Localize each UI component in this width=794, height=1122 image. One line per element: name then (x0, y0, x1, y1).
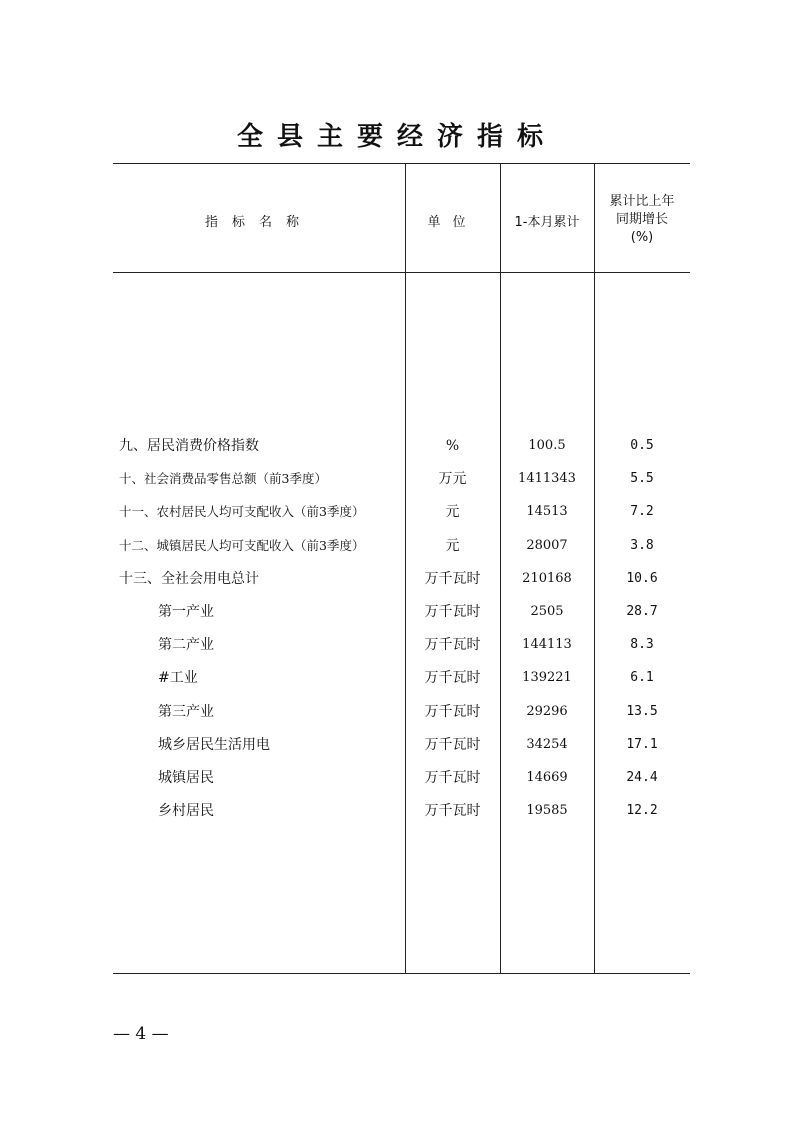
row-cumulative: 2505 (530, 604, 564, 619)
row-name: 九、居民消费价格指数 (119, 438, 259, 454)
table-row (113, 467, 690, 491)
row-name: 第三产业 (158, 704, 214, 720)
row-growth: 7.2 (630, 504, 654, 519)
row-growth: 17.1 (626, 737, 658, 752)
row-growth: 3.8 (630, 538, 654, 553)
row-name: 城乡居民生活用电 (158, 737, 270, 753)
row-unit: 万千瓦时 (424, 670, 481, 686)
header-growth-line-3: (%) (630, 230, 654, 245)
row-cumulative: 1411343 (518, 471, 576, 486)
row-unit: 万元 (438, 471, 467, 487)
row-name: 城镇居民 (158, 770, 214, 786)
row-unit: 万千瓦时 (424, 803, 481, 819)
row-unit: % (445, 438, 460, 454)
row-growth: 10.6 (626, 571, 658, 586)
row-cumulative: 210168 (522, 571, 572, 586)
header-growth-line-1: 累计比上年 (609, 194, 675, 209)
row-cumulative: 144113 (522, 637, 572, 652)
header-cumulative: 1-本月累计 (514, 215, 580, 230)
row-unit: 万千瓦时 (424, 704, 481, 720)
row-growth: 8.3 (630, 637, 654, 652)
row-name: 十一、农村居民人均可支配收入（前3季度） (119, 504, 365, 519)
row-name: 第一产业 (158, 604, 214, 620)
row-unit: 万千瓦时 (424, 737, 481, 753)
row-name: 第二产业 (158, 637, 214, 653)
row-unit: 元 (445, 538, 460, 554)
row-name: 十三、全社会用电总计 (119, 571, 259, 587)
row-cumulative: 14513 (526, 504, 568, 519)
table-row (113, 633, 690, 657)
row-name: 十、社会消费品零售总额（前3季度） (119, 471, 327, 486)
page-title: 全县主要经济指标 (236, 122, 557, 152)
row-name: 十二、城镇居民人均可支配收入（前3季度） (119, 538, 365, 553)
row-growth: 5.5 (630, 471, 654, 486)
row-unit: 万千瓦时 (424, 770, 481, 786)
row-cumulative: 28007 (526, 538, 568, 553)
row-name: #工业 (158, 670, 198, 686)
header-yoy-growth (594, 193, 690, 247)
table-row (113, 666, 690, 690)
row-cumulative: 29296 (526, 704, 568, 719)
table-row (113, 434, 690, 458)
table-row (113, 600, 690, 624)
page-number: — 4 — (113, 1024, 169, 1044)
header-growth-line-2: 同期增长 (615, 212, 668, 227)
row-unit: 元 (445, 504, 460, 520)
table-row (113, 567, 690, 591)
table-top-rule (113, 163, 690, 164)
table-row (113, 766, 690, 790)
header-indicator-name: 指标名称 (204, 215, 313, 230)
table-bottom-rule (113, 973, 690, 974)
row-unit: 万千瓦时 (424, 604, 481, 620)
row-growth: 24.4 (626, 770, 658, 785)
row-growth: 28.7 (626, 604, 658, 619)
table-row (113, 500, 690, 524)
row-unit: 万千瓦时 (424, 571, 481, 587)
table-row (113, 733, 690, 757)
row-unit: 万千瓦时 (424, 637, 481, 653)
row-growth: 6.1 (630, 670, 654, 685)
table-row (113, 799, 690, 823)
row-cumulative: 100.5 (528, 438, 566, 453)
row-growth: 0.5 (630, 438, 654, 453)
header-unit: 单位 (427, 215, 478, 230)
row-cumulative: 34254 (526, 737, 568, 752)
table-row (113, 534, 690, 558)
row-name: 乡村居民 (158, 803, 214, 819)
row-cumulative: 19585 (526, 803, 568, 818)
table-row (113, 700, 690, 724)
row-growth: 12.2 (626, 803, 658, 818)
row-cumulative: 14669 (526, 770, 568, 785)
header-bottom-rule (113, 272, 690, 273)
row-cumulative: 139221 (522, 670, 572, 685)
row-growth: 13.5 (626, 704, 658, 719)
